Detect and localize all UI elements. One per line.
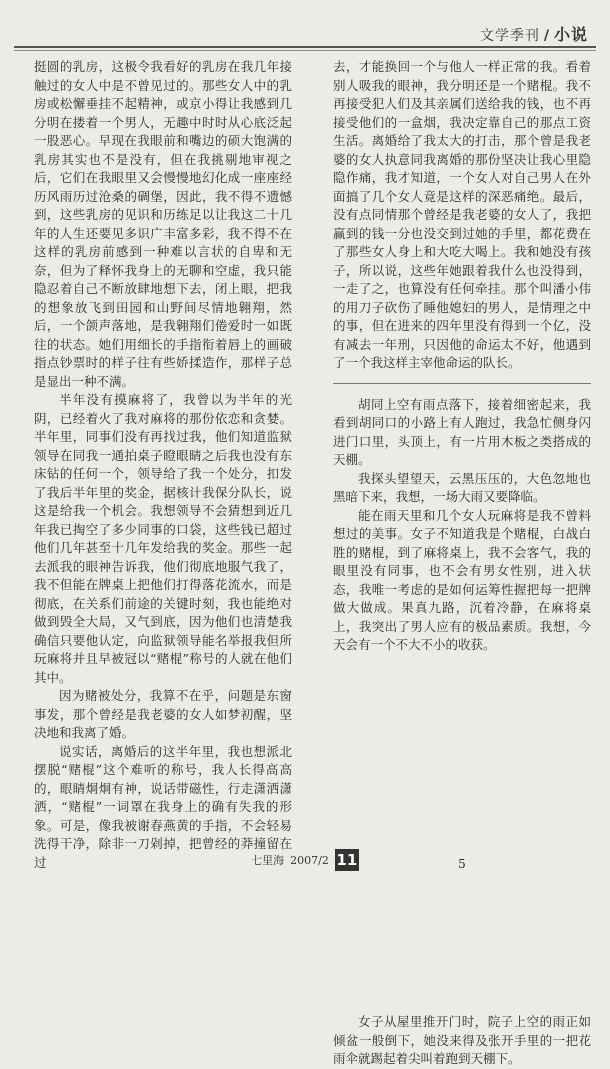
paragraph: 半年没有摸麻将了，我曾以为半年的光阴，已经着火了我对麻将的那份依恋和贪婪。半年里，同事们没有再找过我，他们知道监狱领导在同我一通拍桌子瞪眼睛之后我也没有东床钻的任何一个，领导给了我一个处分，扣发了我后半年里的奖金，据核计我保分队长，说这是给我一个机会。我想领导不会猜想到近几年我已掏空了多少同事的口袋，这些钱已超过他们几年甚至十几年发给我的奖金。那些一起去派我的眼神告诉我，他们彻底地服气我了，我不但能在牌桌上把他们打得落花流水，而是彻底，在关系们前途的关键时刻，我也能绝对做到毁全大局，又气到底，因为他们也清楚我确信只要他认定，向监狱领导能名举报我但所玩麻将并且早被冠以“赌棍”称号的人就在他们其中。 [34, 392, 292, 685]
page-footer [0, 848, 610, 872]
section-divider [333, 383, 591, 384]
footer-issue: 2007/2 [290, 853, 329, 867]
running-header [480, 22, 588, 45]
paragraph: 女子从屋里推开门时，院子上空的雨正如倾盆一般倒下，她没来得及张开手里的一把花雨伞就踢起着尖叫着跑到天棚下。 [333, 1014, 591, 1066]
header-rule-thin [14, 50, 596, 51]
section-number: 5 [458, 856, 466, 871]
paragraph: 说实话，离婚后的这半年里，我也想派北摆脱“赌棍”这个难听的称号，我人长得高高的，眼睛炯炯有神，说话带磁性，行走潇洒潇洒，“赌棍”一词罩在我身上的确有失我的形象。可是，像我被谢春燕黄的手指，不会轻易洗得干净，除非一刀剁掉，把曾经的莽撞留在过 [34, 743, 292, 870]
right-column [333, 58, 591, 1069]
header-rule [14, 46, 596, 48]
header-separator: / [543, 28, 550, 44]
paragraph: 挺圆的乳房，这极令我看好的乳房在我几年接触过的女人中是不曾见过的。那些女人中的乳房或松懈垂挂不起精神，或京小得让我感到几分明在搂着一个男人，无趣中时时从心底泛起一股恶心。早现在我眼前和嘴边的硕大饱满的乳房其实也不是没有，但在我挑剔地审视之后，它们在我眼里又会慢慢地幻化成一座座经历风雨历过沧桑的碉堡，因此，我不得不遗憾到，这些乳房的见识和历练足以让我这二十几年的人生还要见多识广丰富多彩，我不得不在这样的乳房前感到一种难以言状的自卑和无奈，但为了释怀我身上的无聊和空虚，我只能隐忍着自己不断放肆地想下去，闭上眼，把我的想象放飞到田园和山野间尽情地翱翔，然后，一个颌声落地，是我翱翔们倦爱时一如既往的状态。她们用细长的手指衔着唇上的画破指点钞票时的样子往有些娇揉造作，那样子总是显出一种不满。 [34, 59, 292, 389]
paragraph: 因为赌被处分，我算不在乎，问题是东窗事发，那个曾经是我老婆的女人如梦初醒，坚决地和我离了婚。 [34, 688, 292, 740]
paragraph: 我探头望望天，云黑压压的，大色忽地也黑暗下来，我想，一场大雨又要降临。 [333, 470, 591, 504]
paragraph: 胡同上空有雨点落下，接着细密起来，我看到胡同口的小路上有人跑过，我急忙侧身闪进门口里，头顶上，有一片用木板之类搭成的天棚。 [333, 396, 591, 467]
paragraph: 能在雨天里和几个女人玩麻将是我不曾料想过的美事。女子不知道我是个赌棍，白战白胜的赌棍，到了麻将桌上，我不会客气，我的眼里没有同事，也不会有男女性别，进入状态，我唯一考虑的是如何运筹性握把每一把牌做大做成。果真九路，沉着冷静，在麻将桌上，我突出了男人应有的极品素质。我想，今天会有一个不大不小的收获。 [333, 507, 591, 652]
paragraph: 去，才能换回一个与他人一样正常的我。看着别人吸我的眼神，我分明还是一个赌棍。我不再接受犯人们及其亲属们送给我的钱，也不再接受他们的一盒烟，我决定靠自己的那点工资生活。离婚给了我太大的打击，那个曾是我老婆的女人执意同我离婚的那份坚决让我心里隐隐作痛，我才知道，一个女人对自己男人在外面搞了几个女人竟是这样的深恶痛绝。最后，没有点同情那个曾经是我老婆的女人了，我把赢到的钱一分也没交到过她的手里，都花费在了那些女人身上和大吃大喝上。我和她没有孩子，所以说，这些年她跟着我什么也没得到，一走了之，也算没有任何牵挂。那个叫潘小伟的用刀子砍伤了睡他媳妇的男人，是情理之中的事，但在进来的四年里没有得到一个亿，没有减去一年刑，只因他的命运太不好，他遇到了一个我这样主宰他命运的队长。 [333, 59, 591, 370]
page-number: 11 [336, 851, 358, 869]
section-title: 小说 [553, 25, 588, 44]
footer-magazine-name: 七里海 [251, 854, 285, 867]
magazine-title: 文学季刊 [479, 28, 540, 44]
left-column [34, 58, 292, 872]
